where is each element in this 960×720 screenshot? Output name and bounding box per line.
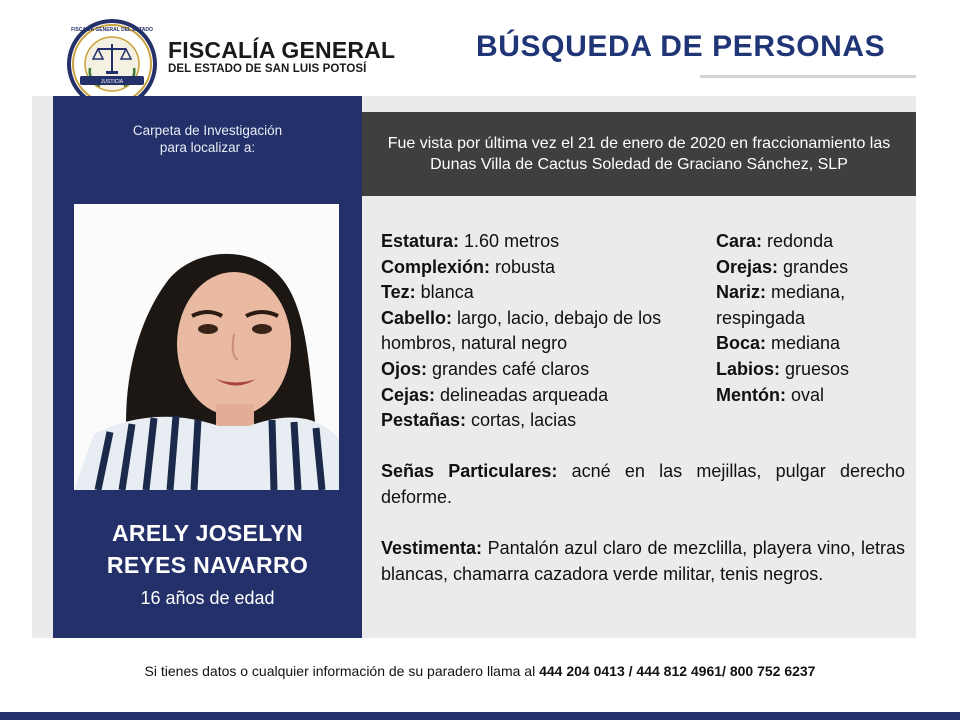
person-panel: [53, 96, 362, 638]
footer-text: Si tienes datos o cualquier información de su paradero llama al: [144, 663, 540, 679]
case-caption-line1: Carpeta de Investigación: [132, 123, 283, 138]
person-name-line2: REYES NAVARRO: [106, 552, 309, 578]
feature-complexion: Complexión: robusta: [381, 256, 556, 277]
title-underline: [700, 75, 916, 78]
feature-nariz: Nariz: mediana, respingada: [716, 282, 846, 328]
person-name: [53, 517, 362, 581]
feature-estatura: Estatura: 1.60 metros: [381, 231, 560, 251]
feature-cejas: Cejas: delineadas arqueada: [381, 384, 609, 405]
distinguishing-marks: Señas Particulares: acné en las mejillas, pulgar derecho deforme.: [381, 461, 905, 507]
feature-tez: Tez: blanca: [381, 282, 474, 303]
feature-boca: Boca: mediana: [716, 333, 841, 354]
missing-person-photo: [74, 204, 339, 490]
feature-pestanas: Pestañas: cortas, lacias: [381, 410, 577, 431]
case-caption: [53, 122, 362, 156]
feature-cabello: Cabello: largo, lacio, debajo de los hombros, natural negro: [381, 307, 662, 354]
features-right-column: [716, 229, 901, 408]
footer-phones: 444 204 0413 / 444 812 4961/ 800 752 6237: [539, 663, 816, 679]
case-caption-line2: para localizar a:: [159, 140, 256, 155]
org-name: FISCALÍA GENERAL: [168, 37, 396, 63]
bottom-bar: [0, 712, 960, 720]
feature-orejas: Orejas: grandes: [716, 256, 849, 277]
svg-text:JUSTICIA: JUSTICIA: [100, 79, 124, 85]
description-section: [362, 196, 916, 638]
svg-text:FISCALÍA GENERAL DEL ESTADO: FISCALÍA GENERAL DEL ESTADO: [71, 27, 153, 33]
feature-ojos: Ojos: grandes café claros: [381, 358, 590, 379]
org-subtitle: DEL ESTADO DE SAN LUIS POTOSÍ: [168, 63, 367, 75]
org-block: [168, 38, 395, 76]
person-name-line1: ARELY JOSELYN: [112, 520, 303, 546]
contact-footer: [0, 663, 960, 679]
page-title: BÚSQUEDA DE PERSONAS: [476, 30, 886, 63]
features-left-column: [381, 229, 681, 434]
feature-cara: Cara: redonda: [716, 231, 834, 251]
feature-menton: Mentón: oval: [716, 384, 825, 405]
person-age: 16 años de edad: [140, 588, 275, 608]
feature-labios: Labios: gruesos: [716, 358, 850, 379]
clothing-description: Vestimenta: Pantalón azul claro de mezclilla, playera vino, letras blancas, chamarra cazadora verde militar, tenis negros.: [381, 538, 905, 584]
last-seen-banner: Fue vista por última vez el 21 de enero de 2020 en fraccionamiento las Dunas Villa de Cactus Soledad de Graciano Sánchez, SLP: [362, 112, 916, 196]
